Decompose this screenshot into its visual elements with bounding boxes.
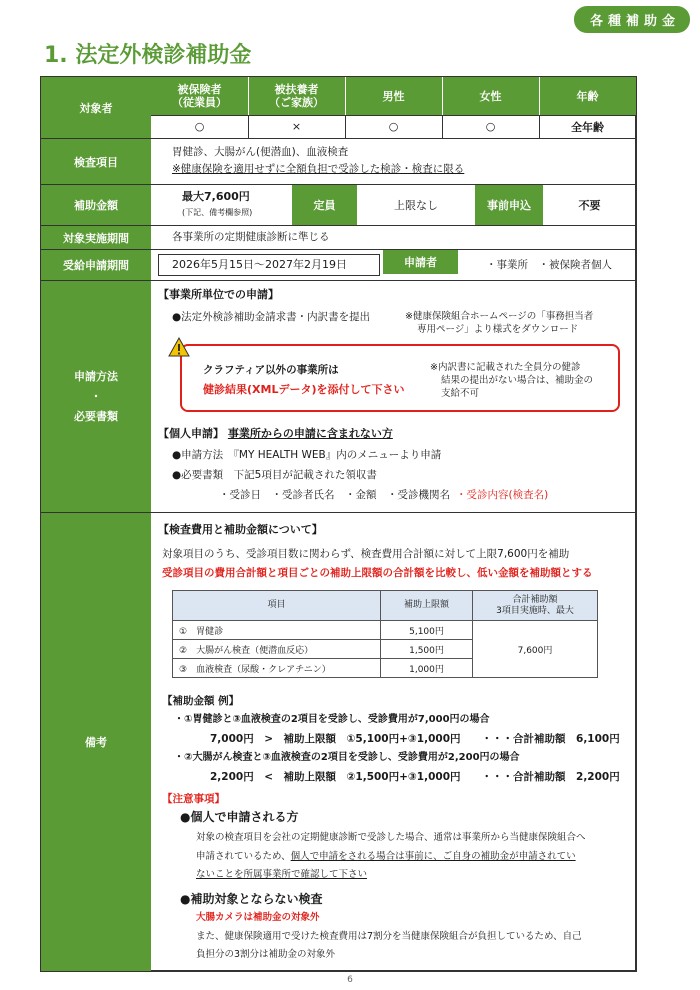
- example-1a: ・①胃健診と③血液検査の2項目を受診し、受診費用が7,000円の場合: [174, 714, 490, 725]
- col-item: 項目: [173, 591, 381, 621]
- notice-right-3: 支給不可: [441, 388, 480, 399]
- value-female: ○: [485, 120, 496, 133]
- table-row: ③ 血液検査（尿酸・クレアチニン） 1,000円: [173, 659, 598, 678]
- table-row: ② 大腸がん検査（便潜血反応） 1,500円: [173, 640, 598, 659]
- caution-1-line-2: 申請されているため、個人で申請をされる場合は事前に、ご自身の補助金が申請されてい: [196, 851, 576, 862]
- caution-2-head: ●補助対象とならない検査: [180, 892, 323, 906]
- caution-2-line-1: また、健康保険適用で受けた検査費用は7割分を当健康保険組合が負担しているため、自己: [196, 931, 582, 942]
- remarks-line-2: 受診項目の費用合計額と項目ごとの補助上限額の合計額を比較し、低い金額を補助額とする: [162, 567, 593, 579]
- office-note-2: 専用ページ」より様式をダウンロード: [417, 324, 579, 335]
- cost-table: [172, 590, 598, 678]
- col-limit: 補助上限額: [381, 591, 473, 621]
- notice-text-1: クラフティア以外の事業所は: [203, 364, 339, 376]
- limit-label: 定員: [292, 185, 357, 225]
- notice-right-2: 結果の提出がない場合は、補助金の: [441, 375, 594, 386]
- remarks-line-1: 対象項目のうち、受診項目数に関わらず、検査費用合計額に対して上限7,600円を補助: [162, 548, 570, 560]
- col-total: 合計補助額 3項目実施時、最大: [473, 591, 598, 621]
- page-number: 6: [347, 975, 353, 985]
- office-note-1: ※健康保険組合ホームページの「事務担当者: [405, 311, 594, 322]
- apply-period-label: 受給申請期間: [41, 250, 151, 280]
- header-insured: 被保険者 （従業員）: [172, 83, 227, 109]
- caution-2-red: 大腸カメラは補助金の対象外: [196, 912, 320, 923]
- period-value: 各事業所の定期健康診断に準じる: [172, 231, 330, 243]
- header-dependent: 被扶養者 （ご家族）: [269, 83, 324, 109]
- method-label: 申請方法 ・ 必要書類: [41, 281, 151, 512]
- caution-1-line-3: ないことを所属事業所で確認して下さい: [196, 869, 368, 880]
- value-dependent: ×: [291, 120, 302, 133]
- amount-value: 最大7,600円: [182, 190, 250, 203]
- example-1b: 7,000円 > 補助上限額 ①5,100円+③1,000円 ・・・合計補助額 6,100円: [210, 733, 620, 745]
- pre-register-label: 事前申込: [475, 185, 543, 225]
- personal-head: 【個人申請】 事業所からの申請に含まれない方: [158, 427, 393, 440]
- notice-text-2: 健診結果(XMLデータ)を添付して下さい: [203, 383, 405, 396]
- remarks-head: 【検査費用と補助金額について】: [158, 523, 323, 536]
- notice-right-1: ※内訳書に記載された全員分の健診: [430, 362, 581, 373]
- personal-doc-items: ・受診日 ・受診者氏名 ・金額 ・受診機関名 ・受診内容(検査名): [219, 489, 549, 501]
- pre-register-value: 不要: [578, 199, 601, 212]
- page-title: 1. 法定外検診補助金: [44, 43, 252, 68]
- caution-1-line-1: 対象の検査項目を会社の定期健康診断で受診した場合、通常は事業所から当健康保険組合へ: [196, 832, 586, 843]
- total-cell: 7,600円: [473, 621, 598, 678]
- header-female: 女性: [479, 89, 502, 103]
- applicant-value: ・事業所 ・被保険者個人: [486, 259, 612, 271]
- target-label: 対象者: [41, 77, 151, 138]
- value-age: 全年齢: [571, 120, 604, 134]
- caution-2-line-2: 負担分の3割分は補助金の対象外: [196, 949, 336, 960]
- example-head: 【補助金額 例】: [162, 695, 240, 707]
- office-item: ●法定外検診補助金請求書・内訳書を提出: [172, 311, 371, 323]
- applicant-label: 申請者: [383, 250, 458, 274]
- cost-table-header: [173, 591, 598, 621]
- exam-label: 検査項目: [41, 139, 151, 184]
- category-tag: 各種補助金: [574, 6, 690, 33]
- table-row: ① 胃健診 5,100円 7,600円: [173, 621, 598, 640]
- limit-value: 上限なし: [394, 199, 438, 212]
- period-label: 対象実施期間: [41, 226, 151, 249]
- example-2a: ・②大腸がん検査と③血液検査の2項目を受診し、受診費用が2,200円の場合: [174, 752, 520, 763]
- remarks-label: 備考: [41, 513, 151, 971]
- header-male: 男性: [382, 89, 405, 103]
- office-head: 【事業所単位での申請】: [158, 288, 279, 301]
- exam-note: ※健康保険を適用せずに全額負担で受診した検診・検査に限る: [172, 163, 465, 175]
- amount-label: 補助金額: [41, 185, 151, 225]
- value-male: ○: [388, 120, 399, 133]
- personal-docs: ●必要書類 下記5項目が記載された領収書: [172, 469, 377, 481]
- caution-head: 【注意事項】: [162, 793, 225, 805]
- apply-period-value: 2026年5月15日～2027年2月19日: [172, 258, 347, 271]
- header-age: 年齢: [576, 89, 599, 103]
- value-insured: ○: [194, 120, 205, 133]
- warning-icon: [168, 337, 190, 357]
- caution-1-head: ●個人で申請される方: [180, 810, 299, 824]
- personal-method: ●申請方法 『MY HEALTH WEB』内のメニューより申請: [172, 449, 442, 461]
- exam-items: 胃健診、大腸がん(便潜血)、血液検査: [172, 146, 349, 158]
- example-2b: 2,200円 < 補助上限額 ②1,500円+③1,000円 ・・・合計補助額 2,200円: [210, 771, 620, 783]
- amount-sub: (下記、備考欄参照): [182, 208, 253, 217]
